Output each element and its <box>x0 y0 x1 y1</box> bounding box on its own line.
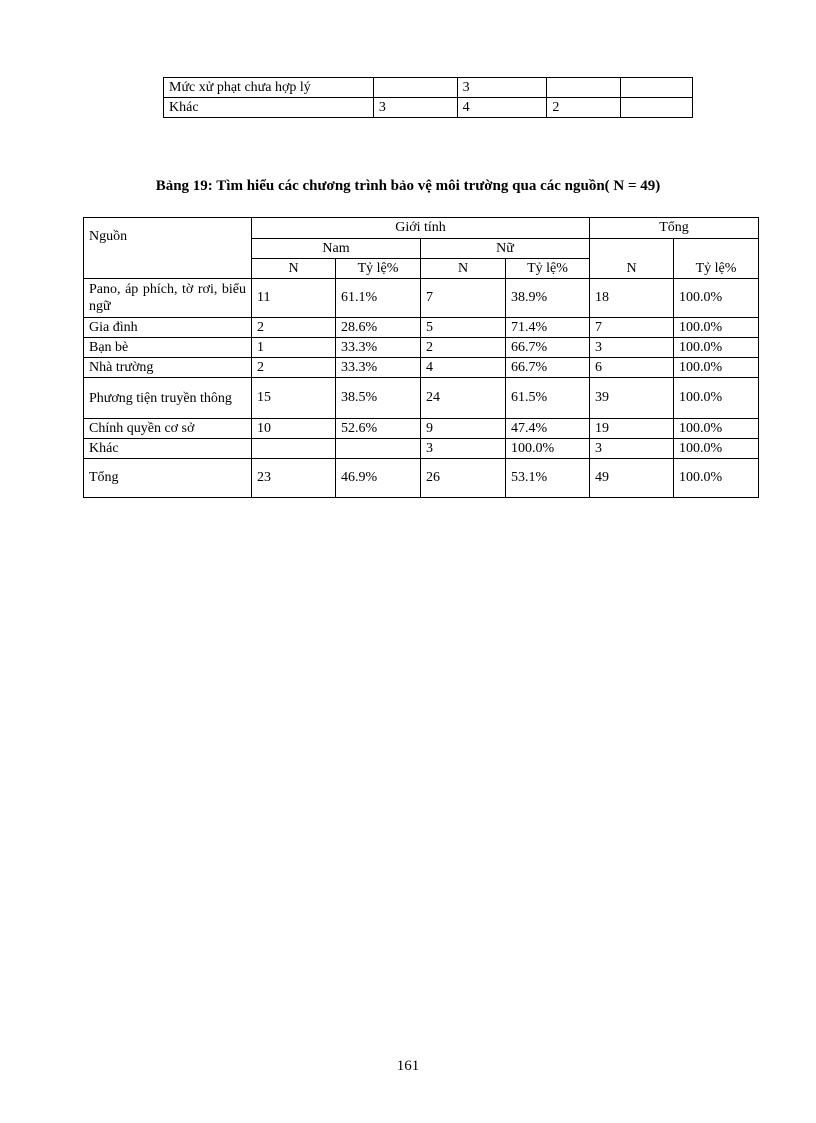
sources-table <box>83 217 759 498</box>
male-n-cell <box>252 439 336 459</box>
header-male-pct: Tỷ lệ% <box>336 259 421 279</box>
table-row <box>164 78 693 98</box>
table-row <box>84 318 759 338</box>
male-pct-cell: 33.3% <box>336 338 421 358</box>
female-pct-cell: 71.4% <box>506 318 590 338</box>
total-n-cell: 3 <box>590 439 674 459</box>
header-gender: Giới tính <box>252 218 590 239</box>
female-pct-cell: 53.1% <box>506 459 590 498</box>
male-n-cell: 15 <box>252 378 336 419</box>
total-n-cell: 3 <box>590 338 674 358</box>
source-cell: Pano, áp phích, tờ rơi, biểu ngữ <box>84 279 252 318</box>
table-cell: Mức xử phạt chưa hợp lý <box>164 78 374 98</box>
table-row <box>84 459 759 498</box>
male-pct-cell: 33.3% <box>336 358 421 378</box>
total-n-cell: 19 <box>590 419 674 439</box>
source-cell: Nhà trường <box>84 358 252 378</box>
table-row <box>84 279 759 318</box>
female-n-cell: 9 <box>421 419 506 439</box>
total-pct-cell: 100.0% <box>674 358 759 378</box>
female-pct-cell: 47.4% <box>506 419 590 439</box>
table-row <box>84 378 759 419</box>
table-cell: Khác <box>164 98 374 118</box>
total-pct-cell: 100.0% <box>674 459 759 498</box>
female-n-cell: 24 <box>421 378 506 419</box>
total-n-cell: 39 <box>590 378 674 419</box>
source-cell: Phương tiện truyền thông <box>84 378 252 419</box>
header-female-n: N <box>421 259 506 279</box>
female-n-cell: 7 <box>421 279 506 318</box>
female-n-cell: 26 <box>421 459 506 498</box>
table-caption: Bảng 19: Tìm hiểu các chương trình bảo vệ môi trường qua các nguồn( N = 49) <box>155 178 661 194</box>
header-total-pct: Tỷ lệ% <box>674 239 759 279</box>
total-pct-cell: 100.0% <box>674 439 759 459</box>
table-cell <box>621 78 693 98</box>
male-n-cell: 2 <box>252 318 336 338</box>
male-pct-cell: 61.1% <box>336 279 421 318</box>
female-n-cell: 3 <box>421 439 506 459</box>
header-source: Nguồn <box>84 218 252 279</box>
table-cell: 3 <box>457 78 547 98</box>
header-female: Nữ <box>421 239 590 259</box>
male-pct-cell: 38.5% <box>336 378 421 419</box>
total-pct-cell: 100.0% <box>674 419 759 439</box>
female-pct-cell: 66.7% <box>506 338 590 358</box>
male-pct-cell <box>336 439 421 459</box>
male-n-cell: 23 <box>252 459 336 498</box>
total-n-cell: 18 <box>590 279 674 318</box>
female-n-cell: 5 <box>421 318 506 338</box>
source-cell: Tổng <box>84 459 252 498</box>
header-male-n: N <box>252 259 336 279</box>
table-row <box>84 419 759 439</box>
page-number: 161 <box>396 1058 420 1074</box>
total-pct-cell: 100.0% <box>674 318 759 338</box>
total-pct-cell: 100.0% <box>674 338 759 358</box>
table-cell <box>547 78 621 98</box>
total-n-cell: 7 <box>590 318 674 338</box>
male-n-cell: 2 <box>252 358 336 378</box>
female-n-cell: 2 <box>421 338 506 358</box>
source-cell: Khác <box>84 439 252 459</box>
table-cell <box>373 78 457 98</box>
male-n-cell: 10 <box>252 419 336 439</box>
male-pct-cell: 28.6% <box>336 318 421 338</box>
female-pct-cell: 38.9% <box>506 279 590 318</box>
female-pct-cell: 100.0% <box>506 439 590 459</box>
male-pct-cell: 46.9% <box>336 459 421 498</box>
header-male: Nam <box>252 239 421 259</box>
male-pct-cell: 52.6% <box>336 419 421 439</box>
previous-table <box>163 77 693 118</box>
table-row <box>84 358 759 378</box>
header-female-pct: Tỷ lệ% <box>506 259 590 279</box>
header-row <box>84 218 759 239</box>
total-n-cell: 49 <box>590 459 674 498</box>
table-cell: 4 <box>457 98 547 118</box>
male-n-cell: 1 <box>252 338 336 358</box>
table-cell: 2 <box>547 98 621 118</box>
source-cell: Gia đình <box>84 318 252 338</box>
total-pct-cell: 100.0% <box>674 378 759 419</box>
female-n-cell: 4 <box>421 358 506 378</box>
table-row <box>84 439 759 459</box>
table-cell: 3 <box>373 98 457 118</box>
table-row <box>84 338 759 358</box>
source-cell: Bạn bè <box>84 338 252 358</box>
source-cell: Chính quyền cơ sở <box>84 419 252 439</box>
total-n-cell: 6 <box>590 358 674 378</box>
female-pct-cell: 61.5% <box>506 378 590 419</box>
female-pct-cell: 66.7% <box>506 358 590 378</box>
table-row <box>164 98 693 118</box>
header-total-n: N <box>590 239 674 279</box>
total-pct-cell: 100.0% <box>674 279 759 318</box>
male-n-cell: 11 <box>252 279 336 318</box>
header-total: Tổng <box>590 218 759 239</box>
table-cell <box>621 98 693 118</box>
